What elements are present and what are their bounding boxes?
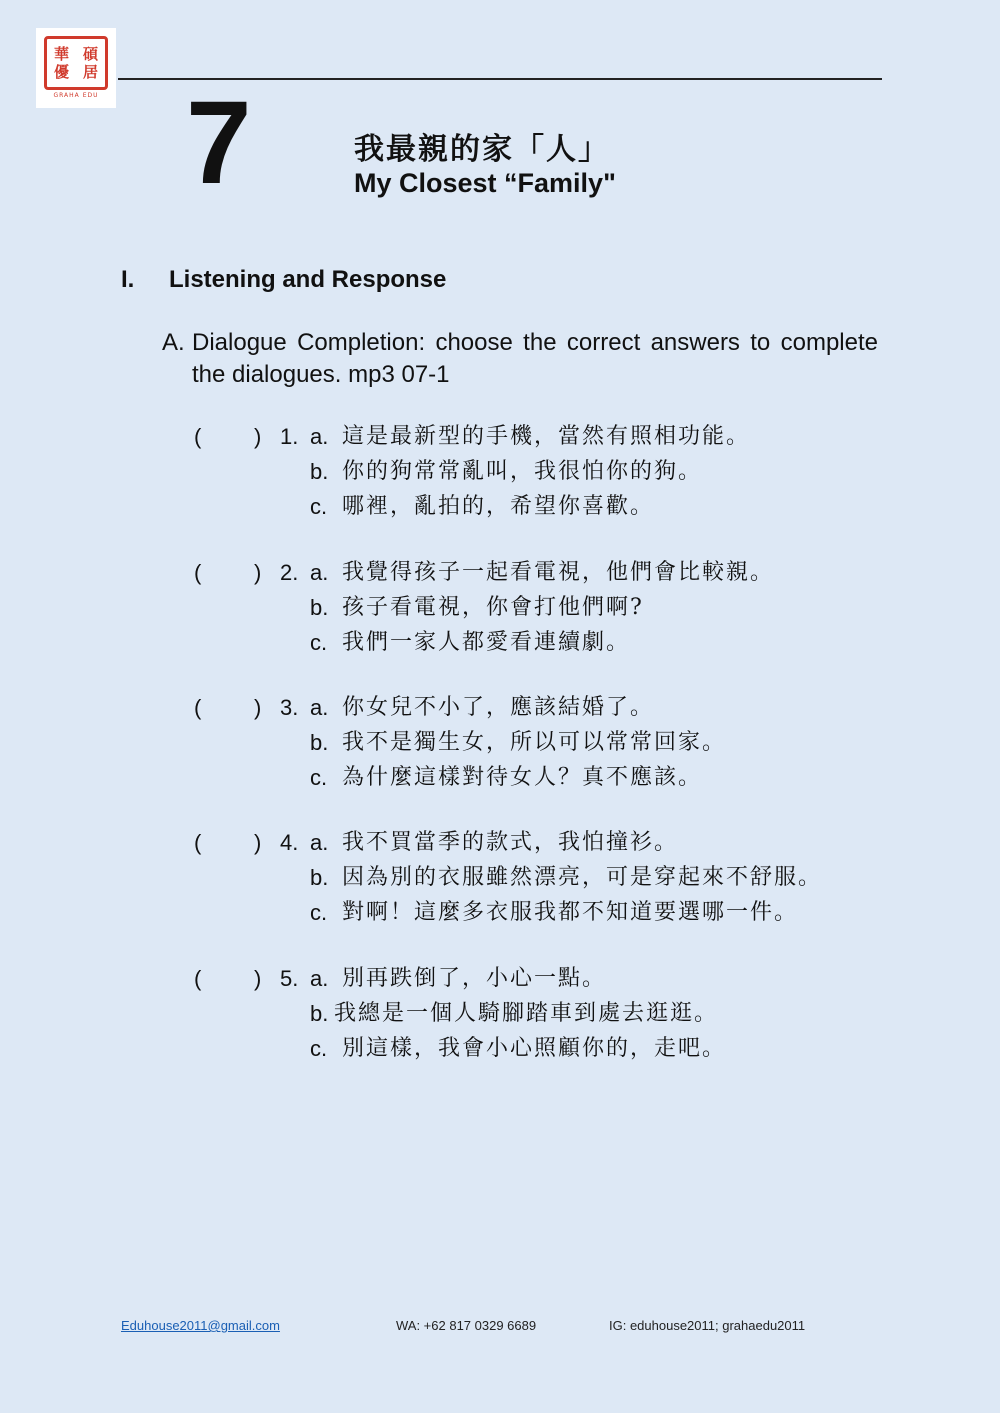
instruction-letter: A. bbox=[162, 329, 185, 356]
chapter-number: 7 bbox=[186, 77, 252, 209]
chapter-title-chinese: 我最親的家「人」 bbox=[354, 132, 610, 167]
option-row bbox=[194, 454, 894, 489]
question-2 bbox=[194, 555, 894, 660]
option-letter: a. bbox=[310, 424, 329, 449]
question-number: 2. bbox=[280, 560, 299, 585]
footer-whatsapp: WA: +62 817 0329 6689 bbox=[396, 1318, 537, 1333]
answer-blank-close: ) bbox=[254, 424, 262, 449]
answer-blank-close: ) bbox=[254, 695, 262, 720]
option-text: 孩子看電視，你會打他們啊? bbox=[342, 595, 644, 620]
option-row bbox=[194, 590, 894, 625]
option-text: 我覺得孩子一起看電視，他們會比較親。 bbox=[342, 560, 775, 585]
option-text: 對啊！這麼多衣服我都不知道要選哪一件。 bbox=[342, 900, 799, 925]
option-letter: c. bbox=[310, 494, 328, 519]
option-row bbox=[194, 489, 894, 524]
section-number: I. bbox=[121, 266, 135, 293]
option-text: 你的狗常常亂叫，我很怕你的狗。 bbox=[342, 459, 703, 484]
question-number: 5. bbox=[280, 966, 299, 991]
logo-subtitle: GRAHA EDU bbox=[53, 92, 99, 99]
option-row bbox=[194, 961, 894, 996]
logo bbox=[36, 28, 116, 108]
option-letter: b. bbox=[310, 459, 329, 484]
question-5 bbox=[194, 961, 894, 1066]
question-number: 1. bbox=[280, 424, 299, 449]
option-text: 我總是一個人騎腳踏車到處去逛逛。 bbox=[334, 1001, 719, 1026]
option-row bbox=[194, 725, 894, 760]
answer-blank-open[interactable]: ( bbox=[194, 560, 202, 585]
option-text: 別這樣，我會小心照顧你的，走吧。 bbox=[342, 1036, 727, 1061]
footer-email bbox=[121, 1318, 280, 1333]
question-number: 3. bbox=[280, 695, 299, 720]
answer-blank-open[interactable]: ( bbox=[194, 424, 202, 449]
question-1 bbox=[194, 419, 894, 524]
option-letter: a. bbox=[310, 830, 329, 855]
option-letter: b. bbox=[310, 1001, 329, 1026]
chapter-title-english: My Closest “Family" bbox=[354, 168, 616, 198]
option-letter: b. bbox=[310, 865, 329, 890]
option-row bbox=[194, 419, 894, 454]
option-text: 你女兒不小了，應該結婚了。 bbox=[342, 695, 655, 720]
option-letter: c. bbox=[310, 630, 328, 655]
logo-glyph: 華 bbox=[53, 45, 69, 63]
option-letter: c. bbox=[310, 1036, 328, 1061]
question-number: 4. bbox=[280, 830, 299, 855]
email-link[interactable]: Eduhouse2011@gmail.com bbox=[121, 1318, 280, 1333]
option-row bbox=[194, 895, 894, 930]
question-3 bbox=[194, 690, 894, 795]
option-letter: a. bbox=[310, 560, 329, 585]
answer-blank-open[interactable]: ( bbox=[194, 695, 202, 720]
option-row bbox=[194, 555, 894, 590]
option-text: 別再跌倒了，小心一點。 bbox=[342, 966, 607, 991]
option-row bbox=[194, 690, 894, 725]
footer-instagram: IG: eduhouse2011; grahaedu2011 bbox=[609, 1318, 806, 1333]
answer-blank-open[interactable]: ( bbox=[194, 966, 202, 991]
option-text: 我不買當季的款式，我怕撞衫。 bbox=[342, 830, 679, 855]
option-row bbox=[194, 1031, 894, 1066]
instruction bbox=[162, 327, 878, 391]
option-row bbox=[194, 760, 894, 795]
option-letter: a. bbox=[310, 695, 329, 720]
option-letter: b. bbox=[310, 595, 329, 620]
option-letter: c. bbox=[310, 900, 328, 925]
option-letter: a. bbox=[310, 966, 329, 991]
instruction-text: Dialogue Completion: choose the correct answers to complete the dialogues. mp3 07-1 bbox=[192, 329, 878, 388]
option-text: 哪裡，亂拍的，希望你喜歡。 bbox=[342, 494, 655, 519]
answer-blank-close: ) bbox=[254, 830, 262, 855]
section-heading bbox=[121, 266, 446, 294]
logo-glyph: 居 bbox=[82, 63, 98, 81]
option-row bbox=[194, 825, 894, 860]
option-text: 因為別的衣服雖然漂亮，可是穿起來不舒服。 bbox=[342, 865, 823, 890]
answer-blank-close: ) bbox=[254, 966, 262, 991]
option-row bbox=[194, 996, 894, 1031]
answer-blank-close: ) bbox=[254, 560, 262, 585]
option-row bbox=[194, 860, 894, 895]
logo-glyph: 碩 bbox=[82, 45, 98, 63]
option-text: 我不是獨生女，所以可以常常回家。 bbox=[342, 730, 727, 755]
section-title: Listening and Response bbox=[169, 266, 447, 293]
option-letter: c. bbox=[310, 765, 328, 790]
logo-seal bbox=[44, 36, 108, 90]
option-text: 這是最新型的手機，當然有照相功能。 bbox=[342, 424, 751, 449]
question-4 bbox=[194, 825, 894, 930]
option-text: 我們一家人都愛看連續劇。 bbox=[342, 630, 631, 655]
option-text: 為什麼這樣對待女人？真不應該。 bbox=[342, 765, 703, 790]
option-letter: b. bbox=[310, 730, 329, 755]
logo-glyph: 優 bbox=[53, 63, 69, 81]
answer-blank-open[interactable]: ( bbox=[194, 830, 202, 855]
option-row bbox=[194, 625, 894, 660]
